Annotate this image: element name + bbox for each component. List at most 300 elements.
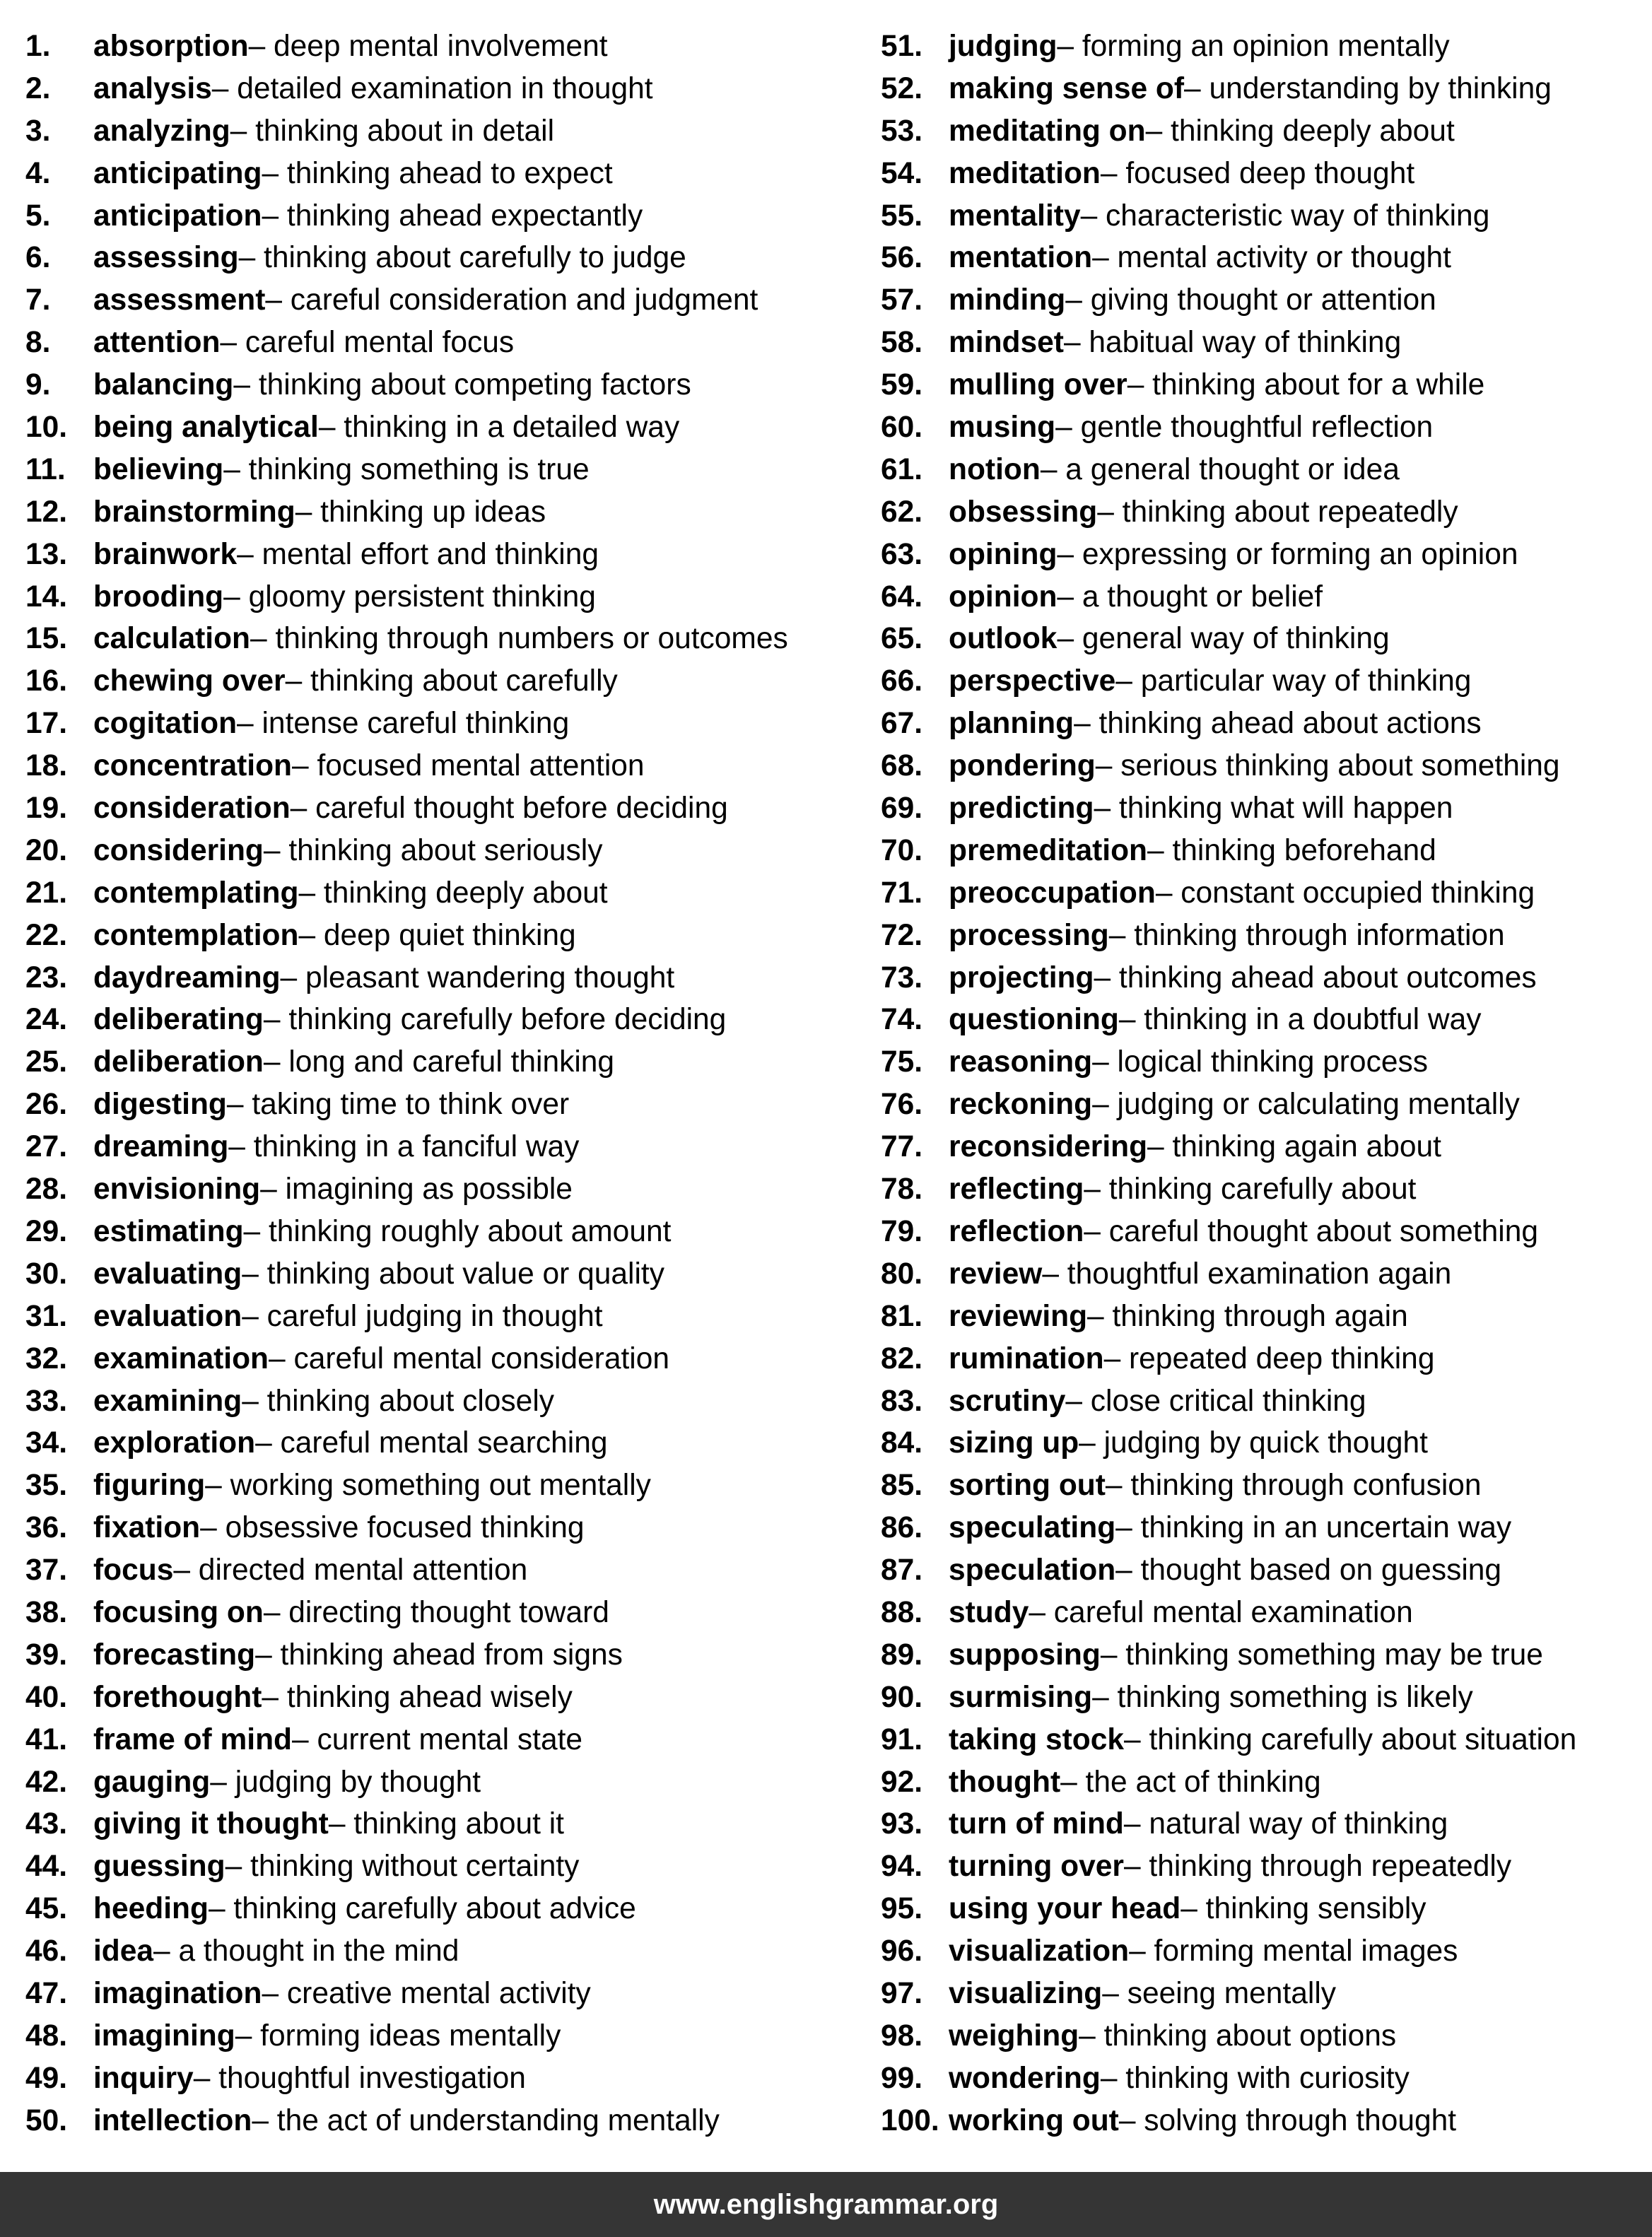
item-number: 71. (881, 876, 923, 910)
item-term: speculation (949, 1554, 1116, 1587)
item-definition: – careful mental searching (255, 1426, 608, 1460)
item-term: supposing (949, 1638, 1101, 1672)
item-term: opinion (949, 580, 1058, 613)
item-definition: – thinking carefully about advice (208, 1892, 636, 1926)
list-item (881, 915, 1576, 957)
list-item (881, 1296, 1576, 1338)
list-item (881, 1761, 1576, 1804)
list-item (25, 1677, 788, 1719)
item-number: 6. (25, 241, 51, 275)
list-item (25, 957, 788, 999)
item-definition: – thinking again about (1147, 1130, 1441, 1164)
right-column (881, 25, 1576, 2142)
item-term: examination (93, 1341, 269, 1375)
item-definition: – seeing mentally (1102, 1976, 1337, 2010)
item-number: 24. (25, 1003, 68, 1037)
item-definition: – thinking about seriously (263, 833, 603, 867)
item-definition: – gentle thoughtful reflection (1055, 411, 1434, 445)
item-definition: – thoughtful investigation (193, 2061, 526, 2095)
item-definition: – creative mental activity (262, 1976, 591, 2010)
list-item (25, 1592, 788, 1634)
list-item (881, 110, 1576, 153)
item-number: 55. (881, 199, 923, 233)
list-item (881, 1422, 1576, 1464)
item-number: 2. (25, 71, 51, 105)
item-term: premeditation (949, 833, 1148, 867)
item-term: being analytical (93, 411, 319, 445)
item-number: 40. (25, 1680, 68, 1714)
item-number: 76. (881, 1088, 923, 1122)
item-term: analyzing (93, 114, 230, 148)
item-term: reflecting (949, 1173, 1084, 1206)
item-number: 69. (881, 792, 923, 826)
item-term: contemplating (93, 876, 299, 910)
item-definition: – forming mental images (1129, 1934, 1458, 1968)
item-definition: – thinking ahead wisely (262, 1680, 573, 1714)
item-definition: – the act of understanding mentally (252, 2103, 720, 2137)
item-term: thought (949, 1765, 1061, 1799)
item-number: 64. (881, 580, 923, 613)
item-term: imagination (93, 1976, 262, 2010)
item-term: reasoning (949, 1045, 1093, 1079)
item-number: 85. (881, 1469, 923, 1503)
item-definition: – thinking ahead expectantly (262, 199, 643, 233)
list-item (25, 915, 788, 957)
item-term: anticipation (93, 199, 262, 233)
item-definition: – mental activity or thought (1092, 241, 1451, 275)
item-term: focusing on (93, 1595, 264, 1629)
list-item (25, 68, 788, 110)
list-item (25, 1845, 788, 1888)
item-definition: – thinking through numbers or outcomes (250, 622, 788, 656)
item-definition: – thinking about carefully (285, 664, 618, 698)
item-term: assessment (93, 283, 266, 317)
item-number: 46. (25, 1934, 68, 1968)
item-definition: – thinking about repeatedly (1097, 495, 1458, 529)
item-term: sizing up (949, 1426, 1079, 1460)
item-definition: – mental effort and thinking (237, 537, 599, 571)
item-term: consideration (93, 792, 291, 826)
list-item (25, 745, 788, 787)
list-item (25, 1761, 788, 1804)
item-definition: – thinking deeply about (1145, 114, 1455, 148)
item-number: 94. (881, 1850, 923, 1884)
item-definition: – directed mental attention (173, 1554, 528, 1587)
item-number: 44. (25, 1850, 68, 1884)
item-number: 8. (25, 326, 51, 360)
item-definition: – long and careful thinking (263, 1045, 615, 1079)
item-definition: – thinking ahead to expect (262, 156, 613, 190)
item-definition: – focused mental attention (292, 749, 645, 783)
list-item (25, 1888, 788, 1930)
item-term: predicting (949, 792, 1094, 826)
list-item (881, 534, 1576, 576)
item-number: 37. (25, 1554, 68, 1587)
list-item (881, 491, 1576, 534)
list-item (881, 999, 1576, 1041)
item-number: 97. (881, 1976, 923, 2010)
list-item (25, 787, 788, 830)
item-term: gauging (93, 1765, 211, 1799)
item-term: taking stock (949, 1722, 1124, 1756)
list-item (25, 1041, 788, 1084)
item-term: opining (949, 537, 1058, 571)
item-definition: – forming ideas mentally (235, 2019, 561, 2053)
item-term: balancing (93, 368, 234, 402)
list-item (881, 1464, 1576, 1507)
list-item (25, 449, 788, 491)
item-term: reconsidering (949, 1130, 1148, 1164)
item-number: 9. (25, 368, 51, 402)
item-number: 87. (881, 1554, 923, 1587)
item-term: questioning (949, 1003, 1119, 1037)
item-definition: – thinking about for a while (1127, 368, 1485, 402)
item-number: 70. (881, 833, 923, 867)
item-definition: – current mental state (292, 1722, 583, 1756)
item-number: 13. (25, 537, 68, 571)
item-number: 52. (881, 71, 923, 105)
item-term: meditation (949, 156, 1101, 190)
item-definition: – directing thought toward (263, 1595, 609, 1629)
item-definition: – thinking carefully about (1084, 1173, 1417, 1206)
item-term: mindset (949, 326, 1064, 360)
item-definition: – habitual way of thinking (1063, 326, 1402, 360)
list-item (881, 1211, 1576, 1253)
item-definition: – serious thinking about something (1095, 749, 1560, 783)
item-number: 30. (25, 1257, 68, 1291)
item-number: 14. (25, 580, 68, 613)
item-term: focus (93, 1554, 174, 1587)
list-item (25, 1211, 788, 1253)
item-term: minding (949, 283, 1066, 317)
item-definition: – a general thought or idea (1040, 452, 1400, 486)
item-definition: – careful mental focus (220, 326, 515, 360)
item-term: scrutiny (949, 1384, 1066, 1418)
item-number: 16. (25, 664, 68, 698)
list-item (25, 2100, 788, 2142)
list-item (25, 110, 788, 153)
item-definition: – careful judging in thought (242, 1299, 603, 1333)
list-item (25, 364, 788, 406)
list-item (25, 830, 788, 872)
item-term: rumination (949, 1341, 1104, 1375)
list-item (881, 279, 1576, 322)
list-item (881, 1338, 1576, 1380)
list-item (25, 1084, 788, 1126)
item-term: wondering (949, 2061, 1101, 2095)
item-term: working out (949, 2103, 1119, 2137)
list-item (25, 1338, 788, 1380)
item-term: figuring (93, 1469, 206, 1503)
item-definition: – pleasant wandering thought (280, 961, 675, 994)
item-term: study (949, 1595, 1029, 1629)
item-number: 29. (25, 1214, 68, 1248)
item-number: 63. (881, 537, 923, 571)
item-definition: – the act of thinking (1060, 1765, 1321, 1799)
item-definition: – gloomy persistent thinking (223, 580, 596, 613)
item-number: 84. (881, 1426, 923, 1460)
item-term: brainwork (93, 537, 238, 571)
item-number: 10. (25, 411, 68, 445)
item-term: evaluating (93, 1257, 242, 1291)
item-number: 79. (881, 1214, 923, 1248)
list-item (881, 1126, 1576, 1168)
item-definition: – thinking in a doubtful way (1118, 1003, 1482, 1037)
item-term: brooding (93, 580, 224, 613)
list-item (881, 237, 1576, 279)
item-definition: – thinking roughly about amount (243, 1214, 672, 1248)
item-definition: – thinking through again (1087, 1299, 1408, 1333)
item-number: 98. (881, 2019, 923, 2053)
item-number: 74. (881, 1003, 923, 1037)
item-number: 33. (25, 1384, 68, 1418)
list-item (881, 660, 1576, 703)
item-term: reviewing (949, 1299, 1088, 1333)
item-number: 80. (881, 1257, 923, 1291)
item-term: using your head (949, 1892, 1181, 1926)
item-definition: – a thought in the mind (153, 1934, 459, 1968)
list-item (881, 872, 1576, 915)
list-item (25, 1973, 788, 2015)
list-item (881, 1507, 1576, 1549)
item-term: visualizing (949, 1976, 1103, 2010)
item-term: attention (93, 326, 221, 360)
item-definition: – a thought or belief (1057, 580, 1323, 613)
list-item (25, 1380, 788, 1423)
item-term: making sense of (949, 71, 1185, 105)
item-definition: – judging or calculating mentally (1092, 1088, 1520, 1122)
list-item (881, 618, 1576, 660)
item-number: 72. (881, 918, 923, 952)
item-term: deliberating (93, 1003, 264, 1037)
item-number: 57. (881, 283, 923, 317)
item-term: musing (949, 411, 1056, 445)
item-definition: – thinking something is likely (1092, 1680, 1473, 1714)
item-definition: – thinking beforehand (1147, 833, 1436, 867)
item-definition: – obsessive focused thinking (200, 1511, 585, 1545)
item-term: speculating (949, 1511, 1116, 1545)
item-number: 17. (25, 707, 68, 741)
item-definition: – thinking carefully about situation (1124, 1722, 1577, 1756)
list-item (881, 1041, 1576, 1084)
item-definition: – repeated deep thinking (1103, 1341, 1435, 1375)
list-item (881, 703, 1576, 745)
list-item (881, 153, 1576, 195)
item-definition: – thoughtful examination again (1042, 1257, 1452, 1291)
list-item (25, 25, 788, 68)
item-number: 25. (25, 1045, 68, 1079)
item-number: 91. (881, 1722, 923, 1756)
item-term: anticipating (93, 156, 262, 190)
list-item (881, 1930, 1576, 1973)
list-item (25, 2057, 788, 2100)
list-item (881, 25, 1576, 68)
item-definition: – detailed examination in thought (211, 71, 653, 105)
item-number: 61. (881, 452, 923, 486)
item-term: preoccupation (949, 876, 1156, 910)
item-definition: – close critical thinking (1065, 1384, 1366, 1418)
item-term: intellection (93, 2103, 252, 2137)
item-term: evaluation (93, 1299, 242, 1333)
item-number: 50. (25, 2103, 68, 2137)
item-definition: – understanding by thinking (1184, 71, 1552, 105)
item-term: sorting out (949, 1469, 1106, 1503)
item-term: forethought (93, 1680, 262, 1714)
item-number: 54. (881, 156, 923, 190)
item-number: 26. (25, 1088, 68, 1122)
item-term: fixation (93, 1511, 201, 1545)
item-term: assessing (93, 241, 239, 275)
item-number: 86. (881, 1511, 923, 1545)
list-item (25, 279, 788, 322)
item-number: 78. (881, 1173, 923, 1206)
item-number: 93. (881, 1807, 923, 1841)
item-number: 43. (25, 1807, 68, 1841)
item-term: absorption (93, 30, 249, 63)
item-definition: – thinking about value or quality (242, 1257, 664, 1291)
list-item (25, 1803, 788, 1845)
item-number: 47. (25, 1976, 68, 2010)
footer-bar (0, 2172, 1652, 2237)
list-item (25, 2015, 788, 2057)
item-number: 22. (25, 918, 68, 952)
list-item (881, 1380, 1576, 1423)
item-definition: – natural way of thinking (1123, 1807, 1448, 1841)
item-term: planning (949, 707, 1074, 741)
item-number: 73. (881, 961, 923, 994)
item-definition: – thinking through confusion (1105, 1469, 1482, 1503)
footer-url: www.englishgrammar.org (653, 2188, 999, 2220)
item-definition: – logical thinking process (1092, 1045, 1428, 1079)
list-item (25, 195, 788, 237)
item-term: idea (93, 1934, 154, 1968)
item-definition: – thought based on guessing (1115, 1554, 1502, 1587)
list-item (25, 703, 788, 745)
item-term: examining (93, 1384, 242, 1418)
item-term: guessing (93, 1850, 225, 1884)
item-term: mentality (949, 199, 1081, 233)
item-definition: – particular way of thinking (1115, 664, 1472, 698)
item-number: 60. (881, 411, 923, 445)
item-definition: – careful mental consideration (269, 1341, 669, 1375)
item-number: 95. (881, 1892, 923, 1926)
item-definition: – thinking with curiosity (1100, 2061, 1410, 2095)
item-term: reckoning (949, 1088, 1093, 1122)
item-definition: – thinking carefully before deciding (263, 1003, 727, 1037)
item-definition: – characteristic way of thinking (1080, 199, 1490, 233)
item-term: digesting (93, 1088, 227, 1122)
item-number: 59. (881, 368, 923, 402)
item-definition: – giving thought or attention (1065, 283, 1436, 317)
item-definition: – thinking about competing factors (233, 368, 691, 402)
list-item (881, 1253, 1576, 1296)
item-number: 21. (25, 876, 68, 910)
list-item (881, 1168, 1576, 1211)
list-item (881, 787, 1576, 830)
item-term: perspective (949, 664, 1116, 698)
list-item (25, 534, 788, 576)
item-number: 90. (881, 1680, 923, 1714)
item-term: giving it thought (93, 1807, 329, 1841)
list-item (25, 1719, 788, 1761)
item-term: visualization (949, 1934, 1130, 1968)
item-number: 96. (881, 1934, 923, 1968)
item-definition: – careful consideration and judgment (265, 283, 758, 317)
item-term: contemplation (93, 918, 299, 952)
item-definition: – thinking ahead from signs (255, 1638, 623, 1672)
item-number: 35. (25, 1469, 68, 1503)
left-column (25, 25, 788, 2142)
item-term: review (949, 1257, 1043, 1291)
item-term: deliberation (93, 1045, 264, 1079)
item-term: chewing over (93, 664, 286, 698)
list-item (25, 1168, 788, 1211)
list-item (25, 1549, 788, 1592)
item-definition: – focused deep thought (1100, 156, 1415, 190)
item-definition: – thinking through repeatedly (1123, 1850, 1512, 1884)
item-definition: – thinking in an uncertain way (1115, 1511, 1512, 1545)
item-term: estimating (93, 1214, 244, 1248)
item-term: exploration (93, 1426, 256, 1460)
item-term: concentration (93, 749, 293, 783)
item-definition: – forming an opinion mentally (1057, 30, 1450, 63)
item-definition: – judging by quick thought (1079, 1426, 1428, 1460)
list-item (25, 618, 788, 660)
item-definition: – thinking something is true (223, 452, 590, 486)
list-item (881, 449, 1576, 491)
item-term: forecasting (93, 1638, 256, 1672)
item-term: turn of mind (949, 1807, 1124, 1841)
list-item (881, 1634, 1576, 1677)
list-item (881, 1845, 1576, 1888)
item-term: meditating on (949, 114, 1146, 148)
item-term: mentation (949, 241, 1093, 275)
item-definition: – thinking about closely (242, 1384, 555, 1418)
item-number: 89. (881, 1638, 923, 1672)
item-definition: – thinking in a fanciful way (228, 1130, 580, 1164)
item-definition: – thinking sensibly (1181, 1892, 1427, 1926)
list-item (881, 2015, 1576, 2057)
item-number: 67. (881, 707, 923, 741)
item-number: 28. (25, 1173, 68, 1206)
item-term: reflection (949, 1214, 1084, 1248)
item-definition: – careful thought before deciding (290, 792, 728, 826)
list-item (881, 1677, 1576, 1719)
item-definition: – thinking ahead about outcomes (1094, 961, 1537, 994)
item-definition: – intense careful thinking (237, 707, 570, 741)
item-definition: – thinking without certainty (225, 1850, 580, 1884)
item-term: inquiry (93, 2061, 194, 2095)
item-number: 34. (25, 1426, 68, 1460)
item-term: notion (949, 452, 1041, 486)
item-term: brainstorming (93, 495, 295, 529)
item-definition: – thinking about it (328, 1807, 564, 1841)
list-item (25, 406, 788, 449)
item-definition: – constant occupied thinking (1155, 876, 1535, 910)
item-number: 19. (25, 792, 68, 826)
item-term: pondering (949, 749, 1096, 783)
item-definition: – thinking something may be true (1100, 1638, 1543, 1672)
item-number: 48. (25, 2019, 68, 2053)
item-term: judging (949, 30, 1058, 63)
item-term: envisioning (93, 1173, 261, 1206)
item-number: 39. (25, 1638, 68, 1672)
item-number: 58. (881, 326, 923, 360)
item-number: 66. (881, 664, 923, 698)
item-number: 77. (881, 1130, 923, 1164)
list-item (25, 872, 788, 915)
list-item (881, 830, 1576, 872)
